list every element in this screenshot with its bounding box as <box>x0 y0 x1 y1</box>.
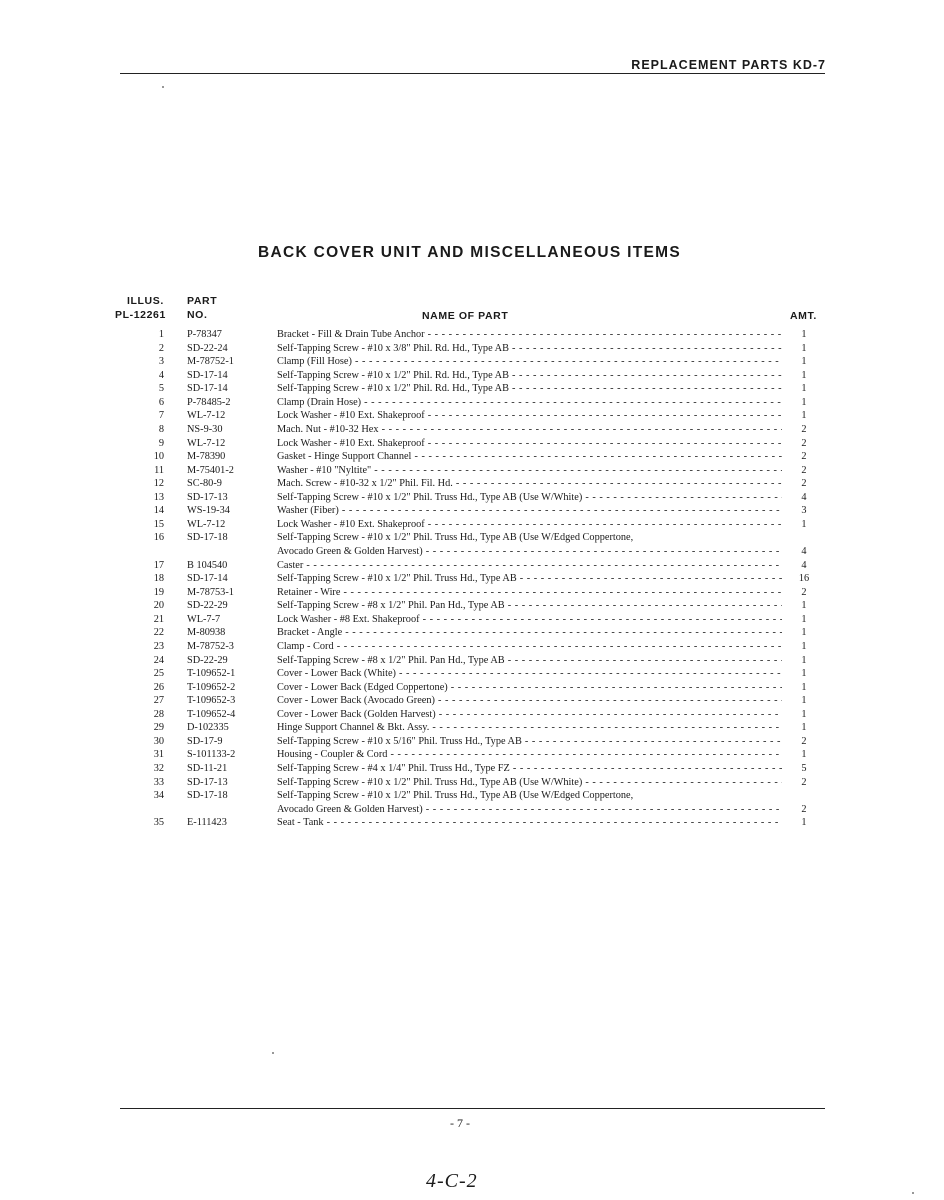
part-name: Clamp (Drain Hose) - - - <box>277 396 782 410</box>
illus-number: 26 <box>153 681 164 693</box>
part-amount: 1 <box>801 613 807 625</box>
part-amount: 1 <box>801 668 807 680</box>
page-number: - 7 - <box>450 1116 470 1130</box>
part-number: S-101133-2 <box>187 749 236 761</box>
illus-number: 25 <box>153 668 164 680</box>
table-row <box>0 735 944 749</box>
table-row <box>0 369 944 383</box>
part-amount: 4 <box>801 559 807 571</box>
part-name: Avocado Green & Golden Harvest) - - - <box>277 545 782 559</box>
part-name: Cover - Lower Back (Golden Harvest) - - - <box>277 708 782 722</box>
scan-speck <box>162 86 164 88</box>
part-amount: 1 <box>801 342 807 354</box>
table-row <box>0 654 944 668</box>
part-amount: 1 <box>801 383 807 395</box>
part-number: SD-22-29 <box>187 600 228 612</box>
part-name: Retainer - Wire - - - <box>277 586 782 600</box>
illus-number: 34 <box>153 790 164 802</box>
part-name: Self-Tapping Screw - #10 x 1/2" Phil. Truss Hd., Type AB (Use W/White) - - - <box>277 491 782 505</box>
part-number: SD-17-18 <box>187 532 228 544</box>
part-name: Self-Tapping Screw - #10 x 1/2" Phil. Rd. Hd., Type AB - - - <box>277 382 782 396</box>
part-name: Seat - Tank - - - <box>277 816 782 830</box>
part-name: Bracket - Fill & Drain Tube Anchor - - - <box>277 328 782 342</box>
part-name: Self-Tapping Screw - #10 x 1/2" Phil. Rd. Hd., Type AB - - - <box>277 369 782 383</box>
table-row <box>0 355 944 369</box>
col-head-amt: AMT. <box>790 310 817 322</box>
part-amount: 1 <box>801 681 807 693</box>
table-row <box>0 586 944 600</box>
illus-number: 9 <box>158 437 164 449</box>
part-name: Cover - Lower Back (Edged Coppertone) - - - <box>277 681 782 695</box>
part-amount: 4 <box>801 491 807 503</box>
table-row <box>0 545 944 559</box>
illus-number: 3 <box>158 356 164 368</box>
part-number: P-78485-2 <box>187 396 231 408</box>
part-name: Caster - - - <box>277 559 782 573</box>
table-row <box>0 681 944 695</box>
part-number: SC-80-9 <box>187 478 222 490</box>
part-number: M-80938 <box>187 627 226 639</box>
part-name: Lock Washer - #8 Ext. Shakeproof - - - <box>277 613 782 627</box>
illus-number: 1 <box>158 329 164 340</box>
part-number: SD-17-13 <box>187 491 228 503</box>
table-row <box>0 396 944 410</box>
table-row <box>0 423 944 437</box>
part-amount: 1 <box>801 654 807 666</box>
illus-number: 18 <box>153 573 164 585</box>
part-amount: 2 <box>801 776 807 788</box>
part-name: Self-Tapping Screw - #10 x 1/2" Phil. Truss Hd., Type AB (Use W/White) - - - <box>277 776 782 790</box>
illus-number: 31 <box>153 749 164 761</box>
part-number: M-78390 <box>187 451 226 463</box>
part-number: T-109652-2 <box>187 681 236 693</box>
part-name: Lock Washer - #10 Ext. Shakeproof - - - <box>277 437 782 451</box>
part-amount: 16 <box>798 573 810 585</box>
part-name: Washer (Fiber) - - - <box>277 504 782 518</box>
table-row <box>0 762 944 776</box>
illus-number: 24 <box>153 654 164 666</box>
part-amount: 2 <box>801 437 807 449</box>
table-row <box>0 708 944 722</box>
illus-number: 10 <box>153 451 164 463</box>
scan-speck <box>272 1052 274 1054</box>
part-amount: 1 <box>801 695 807 707</box>
illus-number: 20 <box>153 600 164 612</box>
part-number: NS-9-30 <box>187 423 223 435</box>
part-amount: 1 <box>801 396 807 408</box>
part-number: WL-7-12 <box>187 518 226 530</box>
col-head-plate: PL-12261 <box>115 309 166 321</box>
table-row <box>0 667 944 681</box>
table-row <box>0 409 944 423</box>
illus-number: 28 <box>153 708 164 720</box>
illus-number: 8 <box>158 423 164 435</box>
illus-number: 13 <box>153 491 164 503</box>
part-amount: 4 <box>801 546 807 557</box>
part-name: Gasket - Hinge Support Channel - - - <box>277 450 782 464</box>
table-row <box>0 640 944 654</box>
table-row <box>0 328 944 342</box>
table-row <box>0 694 944 708</box>
section-title: BACK COVER UNIT AND MISCELLANEOUS ITEMS <box>258 244 681 261</box>
table-row <box>0 491 944 505</box>
part-amount: 1 <box>801 369 807 381</box>
col-head-illus: ILLUS. <box>127 295 164 307</box>
part-number: SD-17-18 <box>187 790 228 802</box>
part-amount: 2 <box>801 478 807 490</box>
illus-number: 14 <box>153 505 164 517</box>
part-name: Self-Tapping Screw - #8 x 1/2" Phil. Pan Hd., Type AB - - - <box>277 599 782 613</box>
illus-number: 12 <box>153 478 164 490</box>
part-name: Clamp - Cord - - - <box>277 640 782 654</box>
col-head-no: NO. <box>187 309 208 321</box>
illus-number: 4 <box>158 369 164 381</box>
part-amount: 1 <box>801 329 807 340</box>
illus-number: 7 <box>158 410 164 422</box>
part-name: Self-Tapping Screw - #10 x 1/2" Phil. Truss Hd., Type AB (Use W/Edged Coppertone, <box>277 532 634 544</box>
table-row <box>0 721 944 735</box>
part-amount: 2 <box>801 803 807 815</box>
illus-number: 27 <box>153 695 164 707</box>
part-amount: 1 <box>801 627 807 639</box>
part-number: WS-19-34 <box>187 505 230 517</box>
part-number: SD-22-29 <box>187 654 228 666</box>
table-row <box>0 342 944 356</box>
part-name: Cover - Lower Back (White) - - - <box>277 667 782 681</box>
part-amount: 1 <box>801 722 807 734</box>
col-head-part: PART <box>187 295 218 307</box>
part-amount: 1 <box>801 640 807 652</box>
illus-number: 33 <box>153 776 164 788</box>
part-amount: 2 <box>801 451 807 463</box>
illus-number: 6 <box>158 396 164 408</box>
part-name: Washer - #10 "Nyltite" - - - <box>277 464 782 478</box>
part-number: T-109652-3 <box>187 695 236 707</box>
part-amount: 5 <box>801 763 807 774</box>
part-name: Lock Washer - #10 Ext. Shakeproof - - - <box>277 518 782 532</box>
part-number: SD-11-21 <box>187 763 228 774</box>
part-number: SD-22-24 <box>187 342 228 354</box>
bottom-rule <box>120 1108 825 1109</box>
illus-number: 21 <box>153 613 164 625</box>
table-row <box>0 572 944 586</box>
part-name: Mach. Nut - #10-32 Hex - - - <box>277 423 782 437</box>
illus-number: 30 <box>153 735 164 747</box>
part-amount: 2 <box>801 735 807 747</box>
table-row <box>0 382 944 396</box>
part-number: M-78752-3 <box>187 640 234 652</box>
illus-number: 2 <box>158 342 164 354</box>
part-name: Self-Tapping Screw - #10 x 5/16" Phil. Truss Hd., Type AB - - - <box>277 735 782 749</box>
table-row <box>0 613 944 627</box>
part-number: M-78753-1 <box>187 586 234 598</box>
part-number: M-78752-1 <box>187 356 234 368</box>
part-name: Self-Tapping Screw - #4 x 1/4" Phil. Truss Hd., Type FZ - - - <box>277 762 782 776</box>
part-number: M-75401-2 <box>187 464 234 476</box>
part-name: Self-Tapping Screw - #8 x 1/2" Phil. Pan Hd., Type AB - - - <box>277 654 782 668</box>
table-row <box>0 504 944 518</box>
illus-number: 15 <box>153 518 164 530</box>
part-amount: 1 <box>801 600 807 612</box>
table-row <box>0 626 944 640</box>
table-row <box>0 559 944 573</box>
handwritten-note: 4-C-2 <box>426 1170 478 1192</box>
illus-number: 22 <box>153 627 164 639</box>
part-name: Clamp (Fill Hose) - - - <box>277 355 782 369</box>
part-name: Self-Tapping Screw - #10 x 1/2" Phil. Truss Hd., Type AB (Use W/Edged Coppertone, <box>277 790 634 802</box>
part-number: WL-7-12 <box>187 410 226 422</box>
part-number: E-111423 <box>187 817 227 829</box>
part-number: WL-7-7 <box>187 613 221 625</box>
part-amount: 1 <box>801 749 807 761</box>
part-amount: 1 <box>801 708 807 720</box>
part-amount: 2 <box>801 464 807 476</box>
part-name: Housing - Coupler & Cord - - - <box>277 748 782 762</box>
part-number: WL-7-12 <box>187 437 226 449</box>
table-row <box>0 477 944 491</box>
top-rule <box>120 73 825 74</box>
part-amount: 2 <box>801 423 807 435</box>
table-row <box>0 748 944 762</box>
illus-number: 5 <box>158 383 164 395</box>
part-amount: 3 <box>801 505 807 517</box>
table-row <box>0 450 944 464</box>
part-name: Mach. Screw - #10-32 x 1/2" Phil. Fil. Hd. - - - <box>277 477 782 491</box>
table-row <box>0 518 944 532</box>
part-name: Bracket - Angle - - - <box>277 626 782 640</box>
part-number: B 104540 <box>187 559 228 571</box>
part-amount: 2 <box>801 586 807 598</box>
illus-number: 19 <box>153 586 164 598</box>
table-row <box>0 803 944 817</box>
part-number: SD-17-14 <box>187 573 228 585</box>
part-number: P-78347 <box>187 329 222 340</box>
table-row <box>0 437 944 451</box>
table-row <box>0 776 944 790</box>
illus-number: 16 <box>153 532 164 544</box>
col-head-name: NAME OF PART <box>422 310 509 322</box>
part-name: Self-Tapping Screw - #10 x 3/8" Phil. Rd. Hd., Type AB - - - <box>277 342 782 356</box>
scan-speck <box>912 1192 914 1194</box>
part-number: SD-17-14 <box>187 383 228 395</box>
part-name: Cover - Lower Back (Avocado Green) - - - <box>277 694 782 708</box>
illus-number: 23 <box>153 640 164 652</box>
header-title: REPLACEMENT PARTS KD-7 <box>631 58 826 72</box>
part-number: T-109652-1 <box>187 668 236 680</box>
table-row <box>0 464 944 478</box>
part-number: D-102335 <box>187 722 229 734</box>
part-name: Self-Tapping Screw - #10 x 1/2" Phil. Truss Hd., Type AB - - - <box>277 572 782 586</box>
illus-number: 35 <box>153 817 164 829</box>
part-number: SD-17-9 <box>187 735 223 747</box>
part-number: SD-17-14 <box>187 369 228 381</box>
table-row <box>0 599 944 613</box>
part-name: Hinge Support Channel & Bkt. Assy. - - - <box>277 721 782 735</box>
parts-list <box>0 328 944 830</box>
part-amount: 1 <box>801 410 807 422</box>
part-name: Lock Washer - #10 Ext. Shakeproof - - - <box>277 409 782 423</box>
part-name: Avocado Green & Golden Harvest) - - - <box>277 803 782 817</box>
part-number: T-109652-4 <box>187 708 236 720</box>
illus-number: 11 <box>154 464 164 476</box>
part-number: SD-17-13 <box>187 776 228 788</box>
part-amount: 1 <box>801 518 807 530</box>
table-row <box>0 531 944 545</box>
illus-number: 29 <box>153 722 164 734</box>
table-row <box>0 816 944 830</box>
illus-number: 17 <box>153 559 164 571</box>
illus-number: 32 <box>153 763 164 774</box>
part-amount: 1 <box>801 817 807 829</box>
table-row <box>0 789 944 803</box>
part-amount: 1 <box>801 356 807 368</box>
